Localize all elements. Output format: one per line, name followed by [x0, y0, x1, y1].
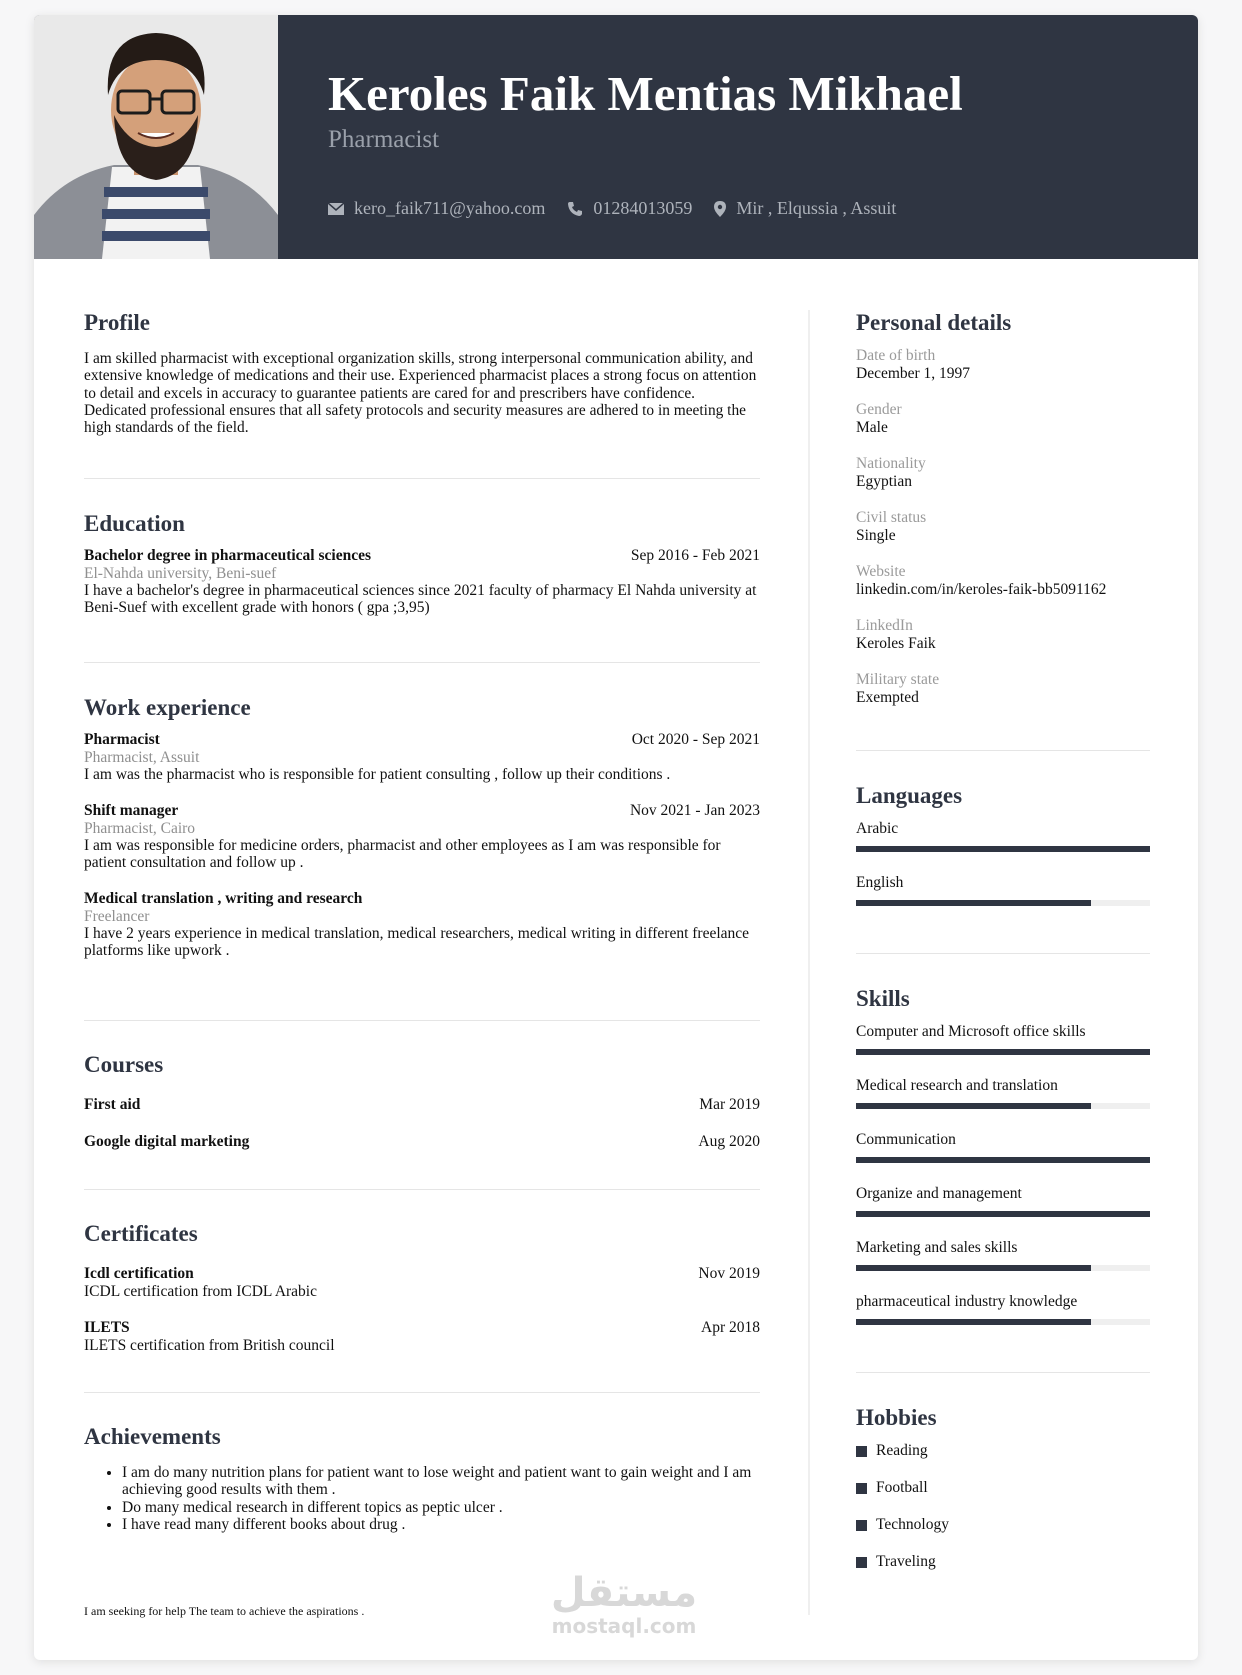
entry-title: Google digital marketing: [84, 1133, 250, 1150]
divider: [84, 1392, 760, 1393]
hobby-name: Technology: [876, 1516, 949, 1533]
education-entry: [84, 547, 760, 617]
detail-label: Nationality: [856, 455, 926, 472]
column-divider: [808, 310, 810, 1615]
language-level-fill: [856, 846, 1150, 852]
watermark-arabic: مستقل: [550, 1570, 698, 1616]
language-item: [856, 820, 1150, 852]
personal-item: [856, 455, 926, 491]
skill-item: [856, 1131, 1150, 1163]
location-text: Mir , Elqussia , Assuit: [736, 198, 897, 218]
website-link[interactable]: linkedin.com/in/keroles-faik-bb5091162: [856, 581, 1107, 598]
hobby-name: Traveling: [876, 1553, 936, 1570]
detail-value: Single: [856, 527, 896, 544]
email-text: kero_faik711@yahoo.com: [354, 198, 546, 218]
divider: [84, 662, 760, 663]
phone-text: 01284013059: [593, 198, 693, 218]
hobbies-heading: Hobbies: [856, 1405, 937, 1430]
entry-title: ILETS: [84, 1319, 130, 1336]
entry-date: Mar 2019: [699, 1096, 760, 1113]
skill-level-track: [856, 1157, 1150, 1163]
entry-date: Aug 2020: [698, 1133, 760, 1150]
achievements-section: [84, 1423, 760, 1533]
skill-level-fill: [856, 1103, 1091, 1109]
skill-level-track: [856, 1265, 1150, 1271]
profile-heading: Profile: [84, 310, 150, 335]
language-name: Arabic: [856, 820, 899, 837]
contact-location: [714, 198, 896, 219]
detail-label: Website: [856, 563, 906, 580]
skills-section: [856, 985, 1150, 1310]
language-level-track: [856, 900, 1150, 906]
contact-bar: [328, 198, 918, 219]
personal-item: [856, 563, 1106, 599]
skill-level-track: [856, 1319, 1150, 1325]
profile-text: I am skilled pharmacist with exceptional organization skills, strong interpersonal communication ability, and extensive knowledge of medications and their use. Experienced pharmacist places a strong focus on attention to detail and excels in accuracy to guarantee patients are cared for and prescribers have confidence. Dedicated professional ensures that all safety protocols and security measures are adhered to in meeting the high standards of the field.: [84, 350, 757, 437]
hobby-name: Reading: [876, 1442, 928, 1459]
personal-item: [856, 509, 926, 545]
square-bullet-icon: [856, 1557, 867, 1568]
skill-name: Medical research and translation: [856, 1077, 1058, 1094]
skill-item: [856, 1185, 1150, 1217]
skill-level-fill: [856, 1319, 1091, 1325]
entry-description: ILETS certification from British council: [84, 1337, 335, 1354]
language-name: English: [856, 874, 904, 891]
achievements-list: [84, 1464, 760, 1533]
personal-item: [856, 671, 939, 707]
mostaql-watermark: [544, 1571, 704, 1637]
personal-item: [856, 401, 902, 437]
entry-description: I am was the pharmacist who is responsible for patient consulting , follow up their conditions .: [84, 766, 671, 783]
linkedin-link[interactable]: Keroles Faik: [856, 635, 936, 652]
entry-employer: Pharmacist, Cairo: [84, 820, 196, 837]
courses-section: [84, 1051, 760, 1150]
resume-page: [34, 15, 1198, 1660]
skill-name: pharmaceutical industry knowledge: [856, 1293, 1078, 1310]
hobby-item: [856, 1553, 936, 1571]
square-bullet-icon: [856, 1446, 867, 1457]
languages-heading: Languages: [856, 783, 963, 808]
skill-level-fill: [856, 1157, 1150, 1163]
personal-section: [856, 309, 1150, 706]
candidate-name: Keroles Faik Mentias Mikhael: [328, 66, 963, 121]
detail-label: Date of birth: [856, 347, 936, 364]
hobby-item: [856, 1516, 949, 1534]
entry-date: Nov 2021 - Jan 2023: [629, 802, 760, 819]
divider: [856, 953, 1150, 954]
work-entry: [84, 890, 760, 960]
divider: [84, 478, 760, 479]
watermark-latin: mostaql.com: [551, 1614, 697, 1638]
course-entry: [84, 1133, 760, 1151]
entry-date: Apr 2018: [701, 1319, 760, 1336]
personal-heading: Personal details: [856, 310, 1012, 335]
entry-description: ICDL certification from ICDL Arabic: [84, 1283, 317, 1300]
entry-date: Sep 2016 - Feb 2021: [630, 547, 760, 564]
language-level-track: [856, 846, 1150, 852]
detail-value: Exempted: [856, 689, 919, 706]
resume-header: [34, 15, 1198, 259]
work-entry: [84, 802, 760, 872]
phone-icon: [567, 201, 583, 217]
list-item: • I have read many different books about drug .: [122, 1516, 760, 1533]
course-entry: [84, 1096, 760, 1114]
entry-title: Bachelor degree in pharmaceutical sciences: [84, 547, 371, 564]
skill-level-fill: [856, 1049, 1150, 1055]
list-item: • I am do many nutrition plans for patient want to lose weight and patient want to gain weight and I am achieving good results with them .: [122, 1464, 760, 1499]
certificates-section: [84, 1220, 760, 1354]
skill-level-track: [856, 1049, 1150, 1055]
skill-item: [856, 1293, 1150, 1325]
envelope-icon: [328, 203, 344, 215]
hobbies-section: [856, 1404, 1150, 1570]
education-section: [84, 510, 760, 617]
work-section: [84, 694, 760, 960]
square-bullet-icon: [856, 1483, 867, 1494]
detail-label: Military state: [856, 671, 940, 688]
entry-institution: El-Nahda university, Beni-suef: [84, 565, 277, 582]
detail-label: Gender: [856, 401, 902, 418]
hobby-item: [856, 1442, 928, 1460]
skill-level-track: [856, 1211, 1150, 1217]
work-entry: [84, 731, 760, 783]
skill-level-track: [856, 1103, 1150, 1109]
profile-photo: [34, 15, 278, 259]
divider: [856, 750, 1150, 751]
entry-title: Medical translation , writing and research: [84, 890, 363, 907]
entry-description: I have a bachelor's degree in pharmaceutical sciences since 2021 faculty of pharmacy El Nahda university at Beni-Suef with excellent grade with honors ( gpa ;3,95): [84, 582, 757, 617]
achievements-heading: Achievements: [84, 1424, 221, 1449]
personal-item: [856, 617, 936, 653]
detail-label: Civil status: [856, 509, 927, 526]
skill-name: Communication: [856, 1131, 956, 1148]
profile-section: [84, 309, 760, 436]
detail-value: December 1, 1997: [856, 365, 971, 382]
skill-level-fill: [856, 1211, 1150, 1217]
courses-heading: Courses: [84, 1052, 164, 1077]
contact-phone[interactable]: [567, 198, 692, 219]
entry-date: Nov 2019: [698, 1265, 760, 1282]
detail-value: Male: [856, 419, 888, 436]
square-bullet-icon: [856, 1520, 867, 1531]
entry-description: I am was responsible for medicine orders, pharmacist and other employees as I am was responsible for patient consultation and follow up .: [84, 837, 721, 872]
skill-level-fill: [856, 1265, 1091, 1271]
entry-date: Oct 2020 - Sep 2021: [631, 731, 760, 748]
skill-name: Computer and Microsoft office skills: [856, 1023, 1086, 1040]
detail-label: LinkedIn: [856, 617, 913, 634]
entry-title: First aid: [84, 1096, 141, 1113]
certificates-heading: Certificates: [84, 1221, 198, 1246]
work-heading: Work experience: [84, 695, 251, 720]
entry-employer: Freelancer: [84, 908, 150, 925]
education-heading: Education: [84, 511, 185, 536]
skill-item: [856, 1239, 1150, 1271]
personal-item: [856, 347, 970, 383]
language-item: [856, 874, 1150, 906]
skill-item: [856, 1077, 1150, 1109]
entry-description: I have 2 years experience in medical translation, medical researchers, medical writing in different freelance platforms like upwork .: [84, 925, 750, 960]
entry-title: Icdl certification: [84, 1265, 194, 1282]
divider: [84, 1020, 760, 1021]
divider: [84, 1189, 760, 1190]
skill-name: Organize and management: [856, 1185, 1022, 1202]
certificate-entry: [84, 1319, 760, 1354]
contact-email[interactable]: [328, 198, 545, 219]
entry-employer: Pharmacist, Assuit: [84, 749, 200, 766]
languages-section: [856, 782, 1150, 891]
entry-title: Shift manager: [84, 802, 179, 819]
hobby-item: [856, 1479, 928, 1497]
divider: [856, 1372, 1150, 1373]
certificate-entry: [84, 1265, 760, 1300]
detail-value: Egyptian: [856, 473, 912, 490]
skill-name: Marketing and sales skills: [856, 1239, 1018, 1256]
candidate-title: Pharmacist: [328, 126, 440, 153]
map-pin-icon: [714, 201, 726, 217]
footer-note: I am seeking for help The team to achieve the aspirations .: [84, 1604, 365, 1618]
list-item: • Do many medical research in different topics as peptic ulcer .: [122, 1499, 760, 1516]
hobby-name: Football: [876, 1479, 928, 1496]
entry-title: Pharmacist: [84, 731, 160, 748]
language-level-fill: [856, 900, 1091, 906]
skill-item: [856, 1023, 1150, 1055]
skills-heading: Skills: [856, 986, 910, 1011]
